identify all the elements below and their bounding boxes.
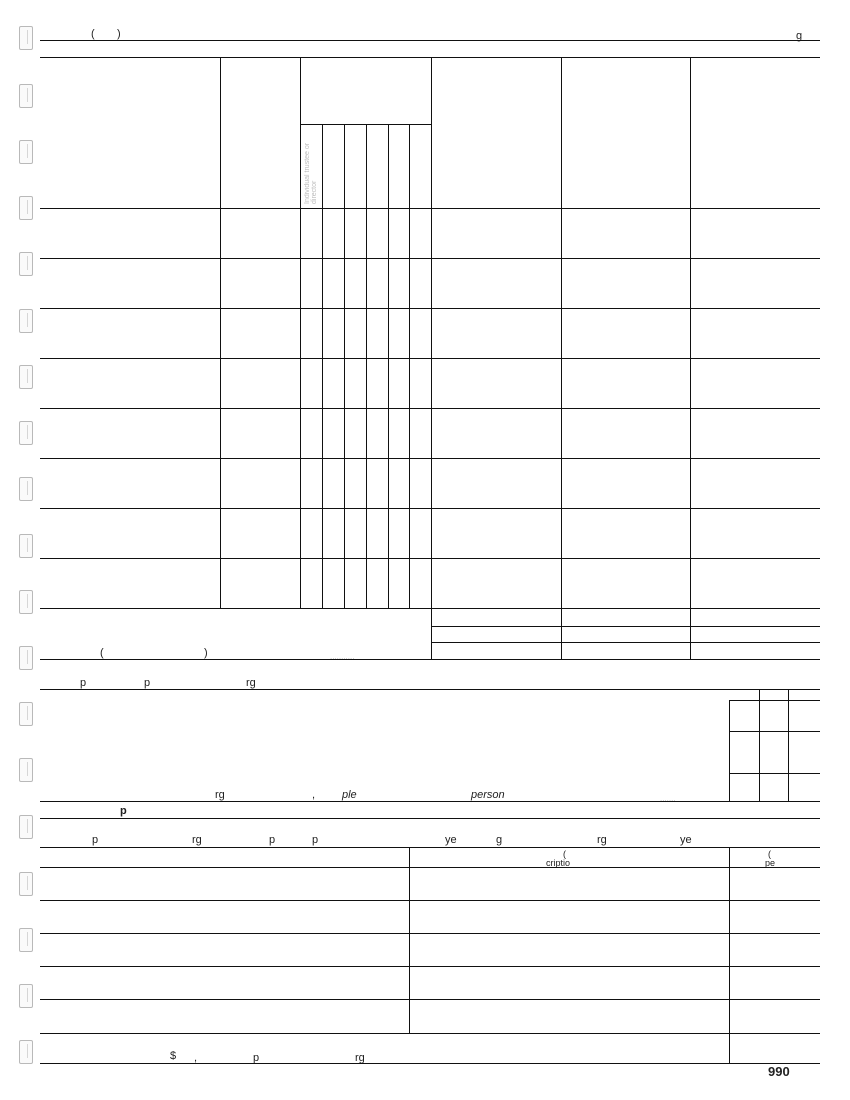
section2-top-rule — [40, 689, 820, 690]
total-leader-dots: ........... — [330, 652, 355, 661]
section3-row-rule — [40, 966, 820, 967]
section2-text: , — [312, 789, 316, 801]
binder-tab — [19, 252, 33, 276]
yes-no-grid-line — [729, 731, 820, 732]
table-top-rule — [40, 57, 820, 58]
position-checkbox-col — [366, 124, 367, 608]
table-row-rule — [40, 408, 820, 409]
binder-tab — [19, 365, 33, 389]
binder-tab — [19, 477, 33, 501]
table-row-rule — [40, 508, 820, 509]
form-number: 990 — [768, 1064, 790, 1079]
footer-dollar: $ — [170, 1050, 177, 1062]
binder-tab — [19, 1040, 33, 1064]
yes-no-grid-line — [729, 700, 730, 801]
section3-header-text: ye — [680, 834, 692, 846]
binder-tab — [19, 984, 33, 1008]
col-c-label: pe — [765, 858, 776, 868]
binder-tab — [19, 815, 33, 839]
section3-header-text: p — [312, 834, 319, 846]
position-checkbox-col — [388, 124, 389, 608]
col-b-paren: ( — [563, 849, 566, 859]
table-bottom-rule — [40, 659, 820, 660]
table-row-rule — [40, 208, 820, 209]
section3-row-rule — [40, 867, 820, 868]
section2-leader-dots: ....... — [660, 794, 676, 803]
footer-rule — [40, 1063, 820, 1064]
table-row-rule — [40, 308, 820, 309]
binder-tab — [19, 872, 33, 896]
table-row-rule — [40, 258, 820, 259]
section2-text: rg — [215, 789, 225, 801]
col-b-label: criptio — [546, 858, 571, 868]
section3-top-rule — [40, 818, 820, 819]
section2-bottom-rule — [40, 801, 820, 802]
position-rotated-label: Individual trustee or director — [304, 142, 318, 204]
section2-text: person — [471, 789, 505, 801]
section3-header-text: p — [269, 834, 276, 846]
header-right-letter: g — [796, 30, 803, 42]
yes-no-grid-line — [759, 689, 760, 801]
total-paren-open: ( — [100, 647, 104, 659]
subtotal-rule — [431, 626, 820, 627]
binder-tab — [19, 309, 33, 333]
col-c-paren: ( — [768, 849, 771, 859]
yes-no-grid-line — [788, 689, 789, 801]
section3-row-rule — [40, 999, 820, 1000]
header-paren-open: ( — [91, 28, 95, 40]
subtotal-rule — [431, 642, 820, 643]
position-checkbox-col — [344, 124, 345, 608]
footer-text: rg — [355, 1052, 365, 1064]
binder-tab — [19, 26, 33, 50]
section2-text: p — [144, 677, 151, 689]
binder-tab — [19, 421, 33, 445]
binder-tab — [19, 590, 33, 614]
footer-comma: , — [194, 1052, 198, 1064]
table-row-rule — [40, 558, 820, 559]
header-rule — [40, 40, 820, 41]
section2-text: ple — [342, 789, 357, 801]
binder-tab — [19, 196, 33, 220]
yes-no-grid-line — [729, 700, 820, 701]
section3-row-rule — [40, 933, 820, 934]
table-row-rule — [40, 358, 820, 359]
binder-tab — [19, 758, 33, 782]
binder-tab — [19, 928, 33, 952]
section3-row-rule — [40, 1033, 820, 1034]
section3-col-divider — [409, 847, 410, 1033]
binder-tab — [19, 84, 33, 108]
binder-tab — [19, 534, 33, 558]
table-row-rule — [40, 608, 820, 609]
yes-no-grid-line — [729, 773, 820, 774]
section3-header-text: rg — [597, 834, 607, 846]
section3-col-divider — [729, 847, 730, 1063]
position-checkbox-col — [322, 124, 323, 608]
header-paren-close: ) — [117, 28, 121, 40]
section3-header-text: p — [92, 834, 99, 846]
section3-header-text: ye — [445, 834, 457, 846]
section2-subheading: p — [120, 805, 127, 817]
section2-text: p — [80, 677, 87, 689]
binder-tab — [19, 140, 33, 164]
total-paren-close: ) — [204, 647, 208, 659]
section2-text: rg — [246, 677, 256, 689]
table-col-divider — [300, 57, 301, 608]
section3-header-rule — [40, 847, 820, 848]
binder-tab — [19, 646, 33, 670]
footer-text: p — [253, 1052, 260, 1064]
table-row-rule — [40, 458, 820, 459]
section3-row-rule — [40, 900, 820, 901]
table-col-divider — [220, 57, 221, 608]
section3-header-text: rg — [192, 834, 202, 846]
binder-tab — [19, 702, 33, 726]
position-checkbox-col — [409, 124, 410, 608]
section3-header-text: g — [496, 834, 503, 846]
